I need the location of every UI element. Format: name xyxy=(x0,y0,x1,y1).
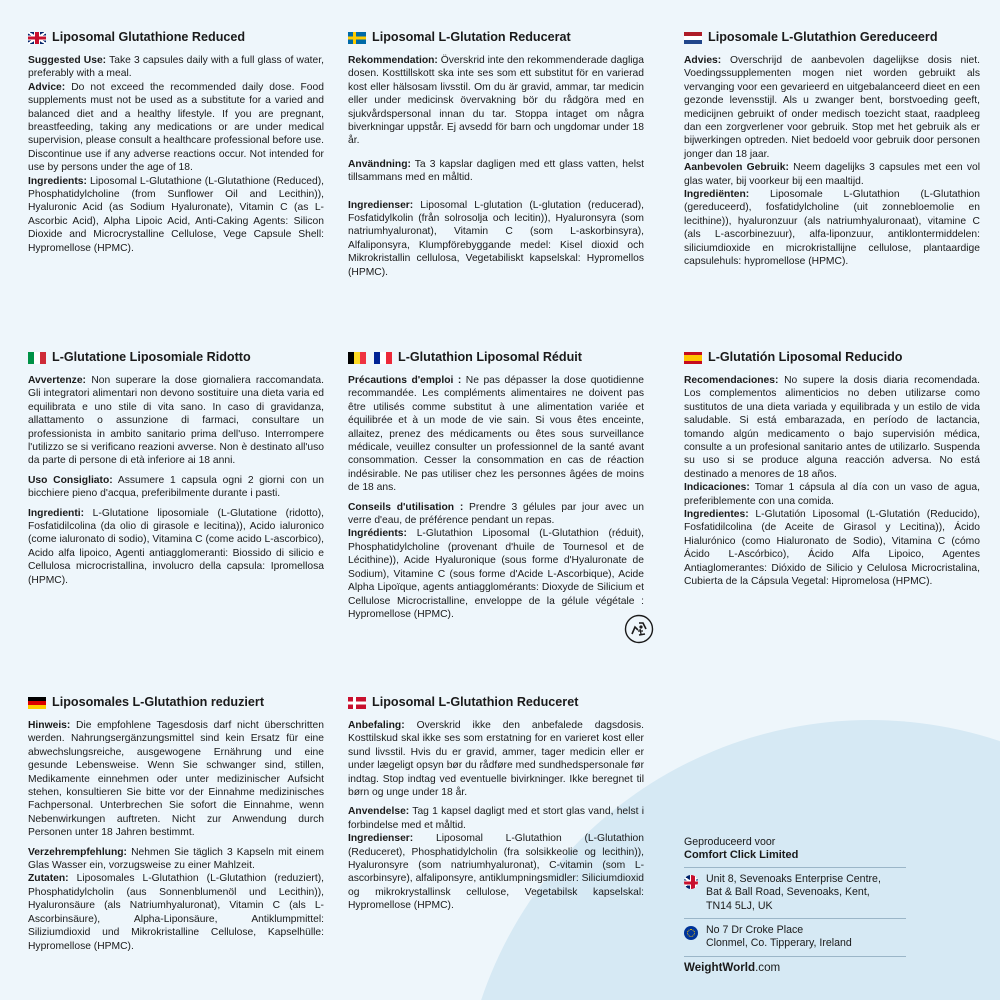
text: Assumere 1 capsula ogni 2 giorni con un bicchiere pieno d'acqua, preferibilmente durante i pasti. xyxy=(28,474,324,500)
panel-title xyxy=(348,350,644,366)
brand-domain: .com xyxy=(755,960,781,974)
ingredients xyxy=(348,199,644,279)
usage xyxy=(28,474,324,501)
panel-se xyxy=(348,30,644,279)
producer-info xyxy=(684,836,906,974)
panel-be-fr xyxy=(348,350,644,621)
producer-company: Comfort Click Limited xyxy=(684,849,906,867)
text: Ne pas dépasser la dose quotidienne recommandée. Les compléments alimentaires ne doivent pas être utilisés comme substitut à une alimentation variée et équilibrée et à un mode de vie sain. Si vous êtes enceinte, allaitez, prenez des médicaments ou êtes sous surveillance médicale, veuillez consulter un professionnel de la santé avant consommation. Cesser la consommation en cas de réaction indésirable. Ne pas utiliser chez les personnes âgées de moins de 18 ans. xyxy=(348,375,644,494)
ingredients xyxy=(348,832,644,912)
panel-nl xyxy=(684,30,980,269)
text: Do not exceed the recommended daily dose. Food supplements must not be used as a substitute for a varied and balanced diet and a healthy lifestyle. If you are pregnant, breastfeeding, taking any medications or are under medical supervision, please consult a healthcare professional before use. Discontinue use if any adverse reactions occur. Not intended for use by persons under the age of 18. xyxy=(28,81,324,174)
usage xyxy=(348,805,644,832)
ingredients xyxy=(28,175,324,255)
label: Recomendaciones: xyxy=(684,375,779,386)
recycle-triman-icon xyxy=(624,614,654,644)
recommendation xyxy=(348,54,644,148)
panel-it xyxy=(28,350,324,587)
ingredients xyxy=(684,508,980,588)
usage xyxy=(348,158,644,185)
recommendations xyxy=(684,374,980,481)
text: Prendre 3 gélules par jour avec un verre d'eau, de préférence pendant un repas. xyxy=(348,501,644,527)
label: Uso Consigliato: xyxy=(28,474,113,486)
usage xyxy=(28,846,324,873)
panel-title xyxy=(684,350,980,366)
usage xyxy=(348,501,644,528)
suggested-use xyxy=(28,54,324,81)
label: Indicaciones: xyxy=(684,482,750,494)
panel-title xyxy=(684,30,980,46)
label: Ingredienser: xyxy=(348,833,414,845)
text: Tomar 1 cápsula al día con un vaso de agua, preferiblemente con una comida. xyxy=(684,482,980,507)
label: Aanbevolen Gebruik: xyxy=(684,162,789,174)
text: Nehmen Sie täglich 3 Kapseln mit einem Glas Wasser ein, vorzugsweise zu einer Mahlzeit. xyxy=(28,846,324,872)
text: Tag 1 kapsel dagligt med et stort glas vand, helst i forbindelse med et måltid. xyxy=(348,806,644,831)
label: Précautions d'emploi : xyxy=(348,375,462,386)
recommendation xyxy=(348,719,644,799)
belgium-flag-icon xyxy=(348,352,366,364)
label: Verzehrempfehlung: xyxy=(28,846,127,858)
label: Ingredients: xyxy=(28,175,87,187)
advice xyxy=(684,54,980,161)
address-uk xyxy=(684,868,906,919)
text: Liposomales L-Glutathion (L-Glutathion (reduziert), Phosphatidylcholin (aus Sonnenblumenöl und Lecithin)), Hyaluronsäure (als Natriumhyaluronat), Vitamin C (als L-Ascorbinsäure), Alpha-Liponsäure, Antiklumpmittel: Siliziumdioxid und Mikrokristalline Cellulose, Kapselhülle: Hypromellose (HPMC). xyxy=(28,873,324,952)
text: Liposomale L-Glutathion (L-Glutathion (gereduceerd), fosfatidylcholine (uit zonnebloemolie en lecithine)), hyaluronzuur (als natriumhyaluronaat), vitamine C (als L-ascorbinezuur), alfa-liponzuur, antiklontermiddelen: siliciumdioxide en microkristallijne cellulose, plantaardige capsulehuls: hypromellose (HPMC). xyxy=(684,189,980,268)
text: Overskrid ikke den anbefalede dagsdosis. Kosttilskud skal ikke ses som erstatning for en varieret kost eller sund livsstil. Hvis du er gravid, ammer, tager medicin eller er under lægeligt opsyn bør du rådføre med sundhedspersonale før indtag. Stop indtag ved eventuelle bivirkninger. Ikke beregnet til børn og unge under 18 år. xyxy=(348,720,644,799)
text: No supere la dosis diaria recomendada. Los complementos alimenticios no deben utilizarse como sustitutos de una dieta variada y equilibrada y un estilo de vida saludable. Si está embarazada, en período de lactancia, tomando algún medicamento o bajo supervisión médica, consulte a un profesional sanitario antes de utilizarlo. Suspenda su uso si se produce alguna reacción adversa. No está destinado a menores de 18 años. xyxy=(684,375,980,480)
label: Hinweis: xyxy=(28,720,71,731)
text: Take 3 capsules daily with a full glass of water, preferably with a meal. xyxy=(28,55,324,80)
address-line: Unit 8, Sevenoaks Enterprise Centre, xyxy=(706,872,881,885)
uk-flag-icon xyxy=(684,875,698,889)
label: Användning: xyxy=(348,158,411,170)
text: Neem dagelijks 3 capsules met een vol glas water, bij voorkeur bij een maaltijd. xyxy=(684,162,980,187)
italy-flag-icon xyxy=(28,352,46,364)
text: Liposomal L-Glutathione (L-Glutathione (Reduced), Phosphatidylcholine (from Sunflower Oil and Lecithin)), Hyaluronic Acid (as Sodium Hyaluronate), Vitamin C (as L-Ascorbic Acid), Alpha Lipoic Acid, Anti-Caking Agents: Silicon Dioxide and Microcrystalline Cellulose, Vege Capsule Shell: Hypromellose (HPMC). xyxy=(28,175,324,254)
panel-title-text: L-Glutatión Liposomal Reducido xyxy=(708,350,903,365)
panel-es xyxy=(684,350,980,589)
label: Ingrédients: xyxy=(348,528,407,540)
text: Liposomal L-Glutathion (L-Glutathion (Reduceret), Phosphatidylcholin (fra solsikkeolie og lecithin)), Hyaluronsyre (som natriumhyaluronat), C-vitamin (som L-ascorbinsyre), alfaliponsyre, antiklumpningsmidler: Siliciumdioxid og mikrokrystallinsk cellulose, Vegetabilsk kapselskal: Hypromellose (HPMC). xyxy=(348,833,644,912)
label: Rekommendation: xyxy=(348,55,438,66)
label: Ingredienti: xyxy=(28,507,85,519)
label: Anbefaling: xyxy=(348,720,405,731)
label: Advice: xyxy=(28,81,66,93)
text: L-Glutatione liposomiale (L-Glutatione (ridotto), Fosfatidilcolina (da olio di girasole e lecitina)), Acido ialuronico (come ialuronato di sodio), Vitamina C (come acido L-ascorbico), Acido alfa lipoico, Agenti antiagglomeranti: Biossido di silicio e Cellulosa microcristallina, involucro della capsula: Ipromellosa (HPMC). xyxy=(28,507,324,586)
germany-flag-icon xyxy=(28,697,46,709)
label: Suggested Use: xyxy=(28,55,107,66)
address-line: TN14 5LJ, UK xyxy=(706,899,773,912)
address-line: Clonmel, Co. Tipperary, Ireland xyxy=(706,937,852,950)
label: Ingredientes: xyxy=(684,509,749,521)
panel-title xyxy=(348,695,644,711)
label: Ingrediënten: xyxy=(684,189,750,201)
panel-title-text: L-Glutathion Liposomal Réduit xyxy=(398,350,582,365)
label: Anvendelse: xyxy=(348,806,410,818)
address-line: Bat & Ball Road, Sevenoaks, Kent, xyxy=(706,886,870,899)
producer-label: Geproduceerd voor xyxy=(684,836,776,848)
panel-title xyxy=(28,30,324,46)
label: Ingredienser: xyxy=(348,199,414,211)
usage xyxy=(684,161,980,188)
panel-uk xyxy=(28,30,324,255)
panel-title xyxy=(348,30,644,46)
eu-flag-icon xyxy=(684,926,698,940)
panel-title xyxy=(28,695,324,711)
text: L-Glutathion Liposomal (L-Glutathion (réduit), Phosphatidylcholine (provenant d'huile de Tournesol et de Lécithine)), Acide Hyaluronique (sous forme d'Hyaluronate de Sodium), Vitamine C (sous forme d'Acide L-Ascorbique), Acide Alpha Lipoïque, agents antiagglomérants: Dioxyde de Silicium et Cellulose Microcristalline, enveloppe de la gélule végétale : Hypromellose (HPMC). xyxy=(348,528,644,620)
denmark-flag-icon xyxy=(348,697,366,709)
address-ie xyxy=(684,919,906,957)
ingredients xyxy=(28,507,324,587)
precautions xyxy=(348,374,644,495)
panel-de xyxy=(28,695,324,953)
netherlands-flag-icon xyxy=(684,32,702,44)
label: Advies: xyxy=(684,55,722,66)
warnings xyxy=(28,374,324,468)
text: Ta 3 kapslar dagligen med ett glass vatten, helst tillsammans med en måltid. xyxy=(348,158,644,184)
panel-title-text: Liposomales L-Glutathion reduziert xyxy=(52,695,265,710)
text: Die empfohlene Tagesdosis darf nicht überschritten werden. Nahrungsergänzungsmittel sind kein Ersatz für eine abwechslungsreiche, ausgewogene Ernährung und eine gesunde Lebensweise. Wenn Sie schwanger sind, stillen, Medikamente einnehmen oder unter medizinischer Aufsicht stehen, konsultieren Sie bitte vor der Einnahme medizinisches Fachpersonal. Unterbrechen Sie sofort die Einnahme, wenn Nebenwirkungen auftreten. Nicht zur Anwendung durch Personen unter 18 Jahren bestimmt. xyxy=(28,720,324,839)
advice xyxy=(28,81,324,175)
label: Conseils d'utilisation : xyxy=(348,501,464,513)
panel-title-text: Liposomal L-Glutathion Reduceret xyxy=(372,695,579,710)
panel-dk xyxy=(348,695,644,913)
text: Liposomal L-glutation (L-glutation (reducerad), Fosfatidylkolin (från solrosolja och lecitin)), Hyaluronsyra (som natriumhyaluronat), Vitamin C (som L-askorbinsyra), Alfaliponsyra, Klumpförebyggande medel: Kisel dioxid och Mikrokristallin cellulosa, Vegetabiliskt kapselskal: Hypromellos (HPMC). xyxy=(348,199,644,278)
ingredients xyxy=(28,872,324,952)
label: Avvertenze: xyxy=(28,375,86,386)
ingredients xyxy=(684,188,980,268)
text: Överskrid inte den rekommenderade dagliga dosen. Kosttillskott ska inte ses som ett substitut för en varierad kost eller hälsosam livsstil. Om du är gravid, ammar, tar medicin eller under medicinsk övervakning bör du rådgöra med en sjukvårdspersonal innan du tar. Stoppa intaget om några biverkningar uppstår. Ej avsedd för barn och ungdomar under 18 år. xyxy=(348,55,644,147)
text: L-Glutatión Liposomal (L-Glutatión (Reducido), Fosfatidilcolina (de Aceite de Girasol y Lecitina)), Ácido Hialurónico (como Hialuronato de Sodio), Vitamina C (cómo Ácido L-Ascórbico), Ácido Alfa Lipoico, Agentes Antiaglomerantes: Dióxido de Silicio y Celulosa Microcristalina, Cubierta de la Cápsula Vegetal: Hipromelosa (HPMC). xyxy=(684,509,980,588)
spain-flag-icon xyxy=(684,352,702,364)
uk-flag-icon xyxy=(28,32,46,44)
address-line: No 7 Dr Croke Place xyxy=(706,924,804,937)
panel-title-text: L-Glutatione Liposomiale Ridotto xyxy=(52,350,251,365)
label: Zutaten: xyxy=(28,873,69,885)
france-flag-icon xyxy=(374,352,392,364)
notice xyxy=(28,719,324,840)
sweden-flag-icon xyxy=(348,32,366,44)
ingredients xyxy=(348,527,644,621)
brand-logo xyxy=(684,961,906,974)
panel-title xyxy=(28,350,324,366)
usage xyxy=(684,481,980,508)
text: Overschrijd de aanbevolen dagelijkse dosis niet. Voedingssupplementen mogen niet worden gebruikt als vervanging voor een gevarieerd en uitgebalanceerd dieet en een gezonde levensstijl. Als u zwanger bent, borstvoeding geeft, medicijnen gebruikt of onder medisch toezicht staat, raadpleeg dan een zorgverlener voor gebruik. Stop met het gebruik als er bijwerkingen optreden. Niet bedoeld voor gebruik door personen jonger dan 18 jaar. xyxy=(684,55,980,160)
text: Non superare la dose giornaliera raccomandata. Gli integratori alimentari non devono sostituire una dieta varia ed equilibrata e uno stile di vita sano. In caso di gravidanza, allattamento o assunzione di farmaci, consultare un professionista in ambito sanitario prima dell'uso. Interrompere l'utilizzo se si verificano reazioni avverse. Non è destinato all'uso da parte di persone di età inferiore ai 18 anni. xyxy=(28,375,324,467)
panel-title-text: Liposomale L-Glutathion Gereduceerd xyxy=(708,30,938,45)
brand-name: WeightWorld xyxy=(684,960,756,974)
panel-title-text: Liposomal Glutathione Reduced xyxy=(52,30,246,45)
panel-title-text: Liposomal L-Glutation Reducerat xyxy=(372,30,571,45)
